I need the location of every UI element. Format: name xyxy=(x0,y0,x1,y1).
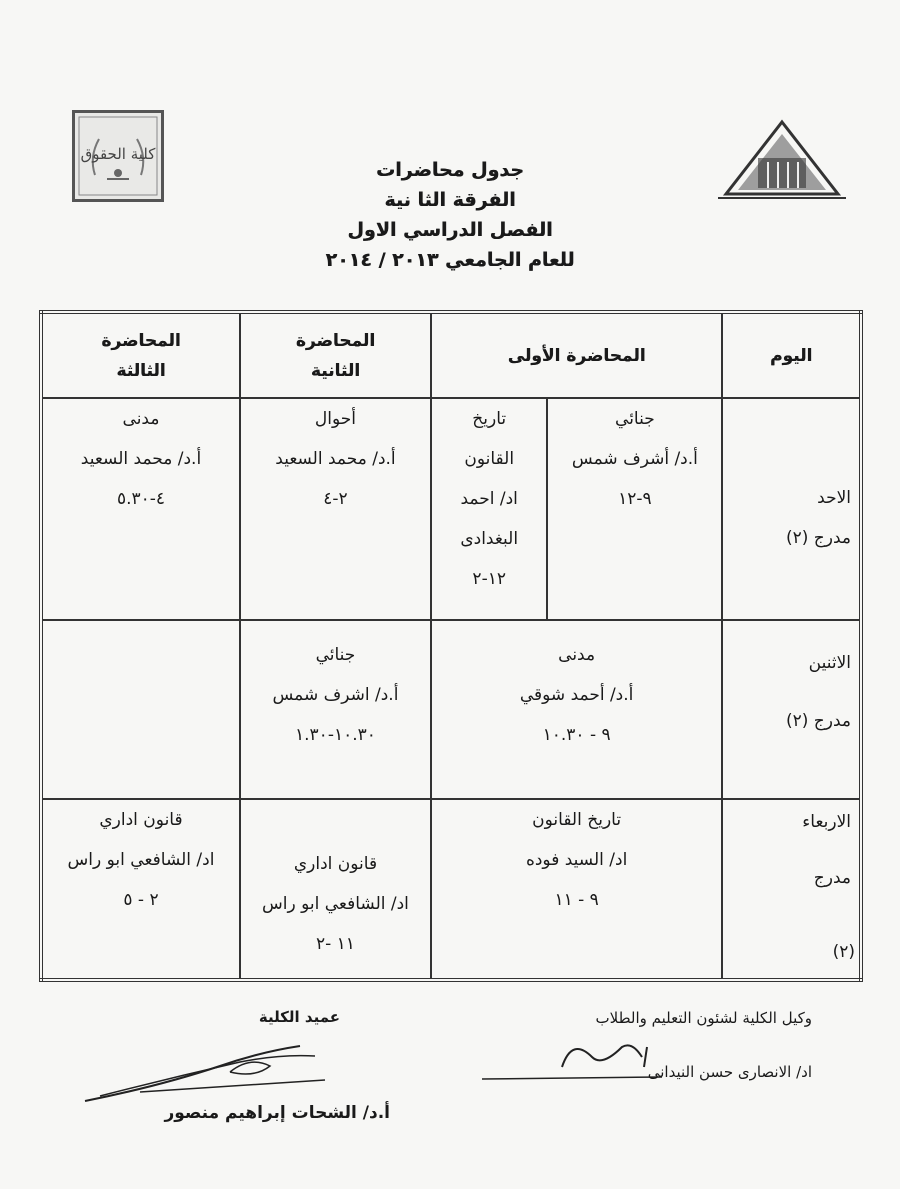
time: ١٢-٢ xyxy=(472,569,506,590)
table-row xyxy=(41,799,861,980)
subject: أحوال xyxy=(314,409,356,430)
group-title: الفرقة الثا نية xyxy=(384,189,516,211)
col-header-third-line2: الثالثة xyxy=(116,360,166,381)
subject-line2: القانون xyxy=(464,449,515,470)
col-header-second-line1: المحاضرة xyxy=(295,330,376,351)
lecture-schedule-table xyxy=(39,310,863,982)
professor-line2: البغدادى xyxy=(460,529,519,550)
subject: مدنى xyxy=(122,409,160,430)
time: ١٠.٣٠-١.٣٠ xyxy=(295,725,376,746)
day-name: الاحد xyxy=(817,488,851,509)
col-header-second-line2: الثانية xyxy=(310,360,361,381)
dean-title: عميد الكلية xyxy=(258,1008,340,1026)
subject: قانون اداري xyxy=(293,854,378,874)
professor: أ.د/ محمد السعيد xyxy=(275,449,396,470)
subject: جنائي xyxy=(315,645,356,666)
semester-title: الفصل الدراسي الاول xyxy=(347,219,553,241)
time: ٩ - ١٠.٣٠ xyxy=(542,725,611,746)
col-header-day: اليوم xyxy=(722,312,861,398)
subject: تاريخ القانون xyxy=(532,810,622,830)
time: ١١ -٢ xyxy=(315,934,355,954)
hall-number: (٢) xyxy=(832,942,855,962)
hall-name: مدرج (٢) xyxy=(785,711,851,732)
subject: مدنى xyxy=(558,645,596,666)
time: ٤-٥.٣٠ xyxy=(116,489,166,510)
lecture-cell xyxy=(240,799,431,980)
seal-text: كلية الحقوق xyxy=(80,145,156,163)
faculty-seal xyxy=(72,110,164,202)
hall-name: مدرج (٢) xyxy=(785,528,851,549)
col-header-third-line1: المحاضرة xyxy=(101,330,181,351)
university-logo xyxy=(718,118,846,200)
subject-line1: تاريخ xyxy=(472,409,507,430)
lecture-cell-empty xyxy=(41,620,240,799)
vice-dean-title: وكيل الكلية لشئون التعليم والطلاب xyxy=(595,1009,812,1027)
professor: اد/ الشافعي ابو راس xyxy=(67,850,215,870)
col-header-first: المحاضرة الأولى xyxy=(431,312,722,398)
time: ٢ - ٥ xyxy=(123,890,159,910)
professor: أ.د/ اشرف شمس xyxy=(272,685,399,706)
day-cell xyxy=(722,799,861,980)
lecture-cell xyxy=(431,620,722,799)
professor: اد/ السيد فوده xyxy=(525,850,628,870)
col-header-third xyxy=(41,312,240,398)
hall-name: مدرج xyxy=(813,868,851,888)
subject: قانون اداري xyxy=(99,810,183,830)
professor: أ.د/ أشرف شمس xyxy=(571,449,698,470)
vice-dean-signature-block xyxy=(432,1005,812,1081)
academic-year: للعام الجامعي ٢٠١٣ / ٢٠١٤ xyxy=(325,249,575,271)
table-row xyxy=(41,398,861,620)
lecture-cell xyxy=(240,620,431,799)
header-row xyxy=(41,312,861,398)
lecture-cell xyxy=(431,398,548,620)
lecture-cell xyxy=(41,799,240,980)
day-name: الاثنين xyxy=(808,653,851,674)
vice-dean-signature xyxy=(472,1027,672,1087)
time: ٢-٤ xyxy=(323,489,348,510)
day-cell xyxy=(722,398,861,620)
dean-name: أ.د/ الشحات إبراهيم منصور xyxy=(164,1103,390,1123)
subject: جنائي xyxy=(615,409,655,430)
lecture-cell xyxy=(240,398,431,620)
vice-dean-name: اد/ الانصارى حسن النيدانى xyxy=(647,1063,812,1081)
time: ٩-١٢ xyxy=(618,489,652,510)
professor: أ.د/ محمد السعيد xyxy=(80,449,202,470)
day-name: الاربعاء xyxy=(802,812,851,832)
lecture-cell xyxy=(41,398,240,620)
time: ٩ - ١١ xyxy=(554,890,599,910)
day-cell xyxy=(722,620,861,799)
col-header-second xyxy=(240,312,431,398)
professor: اد/ الشافعي ابو راس xyxy=(262,894,409,914)
lecture-cell xyxy=(547,398,722,620)
table-row xyxy=(41,620,861,799)
lecture-cell xyxy=(431,799,722,980)
schedule-title: جدول محاضرات xyxy=(376,159,524,181)
professor-line1: اد/ احمد xyxy=(460,489,518,510)
professor: أ.د/ أحمد شوقي xyxy=(519,685,634,706)
document-header xyxy=(250,155,650,275)
dean-signature xyxy=(80,1026,330,1106)
